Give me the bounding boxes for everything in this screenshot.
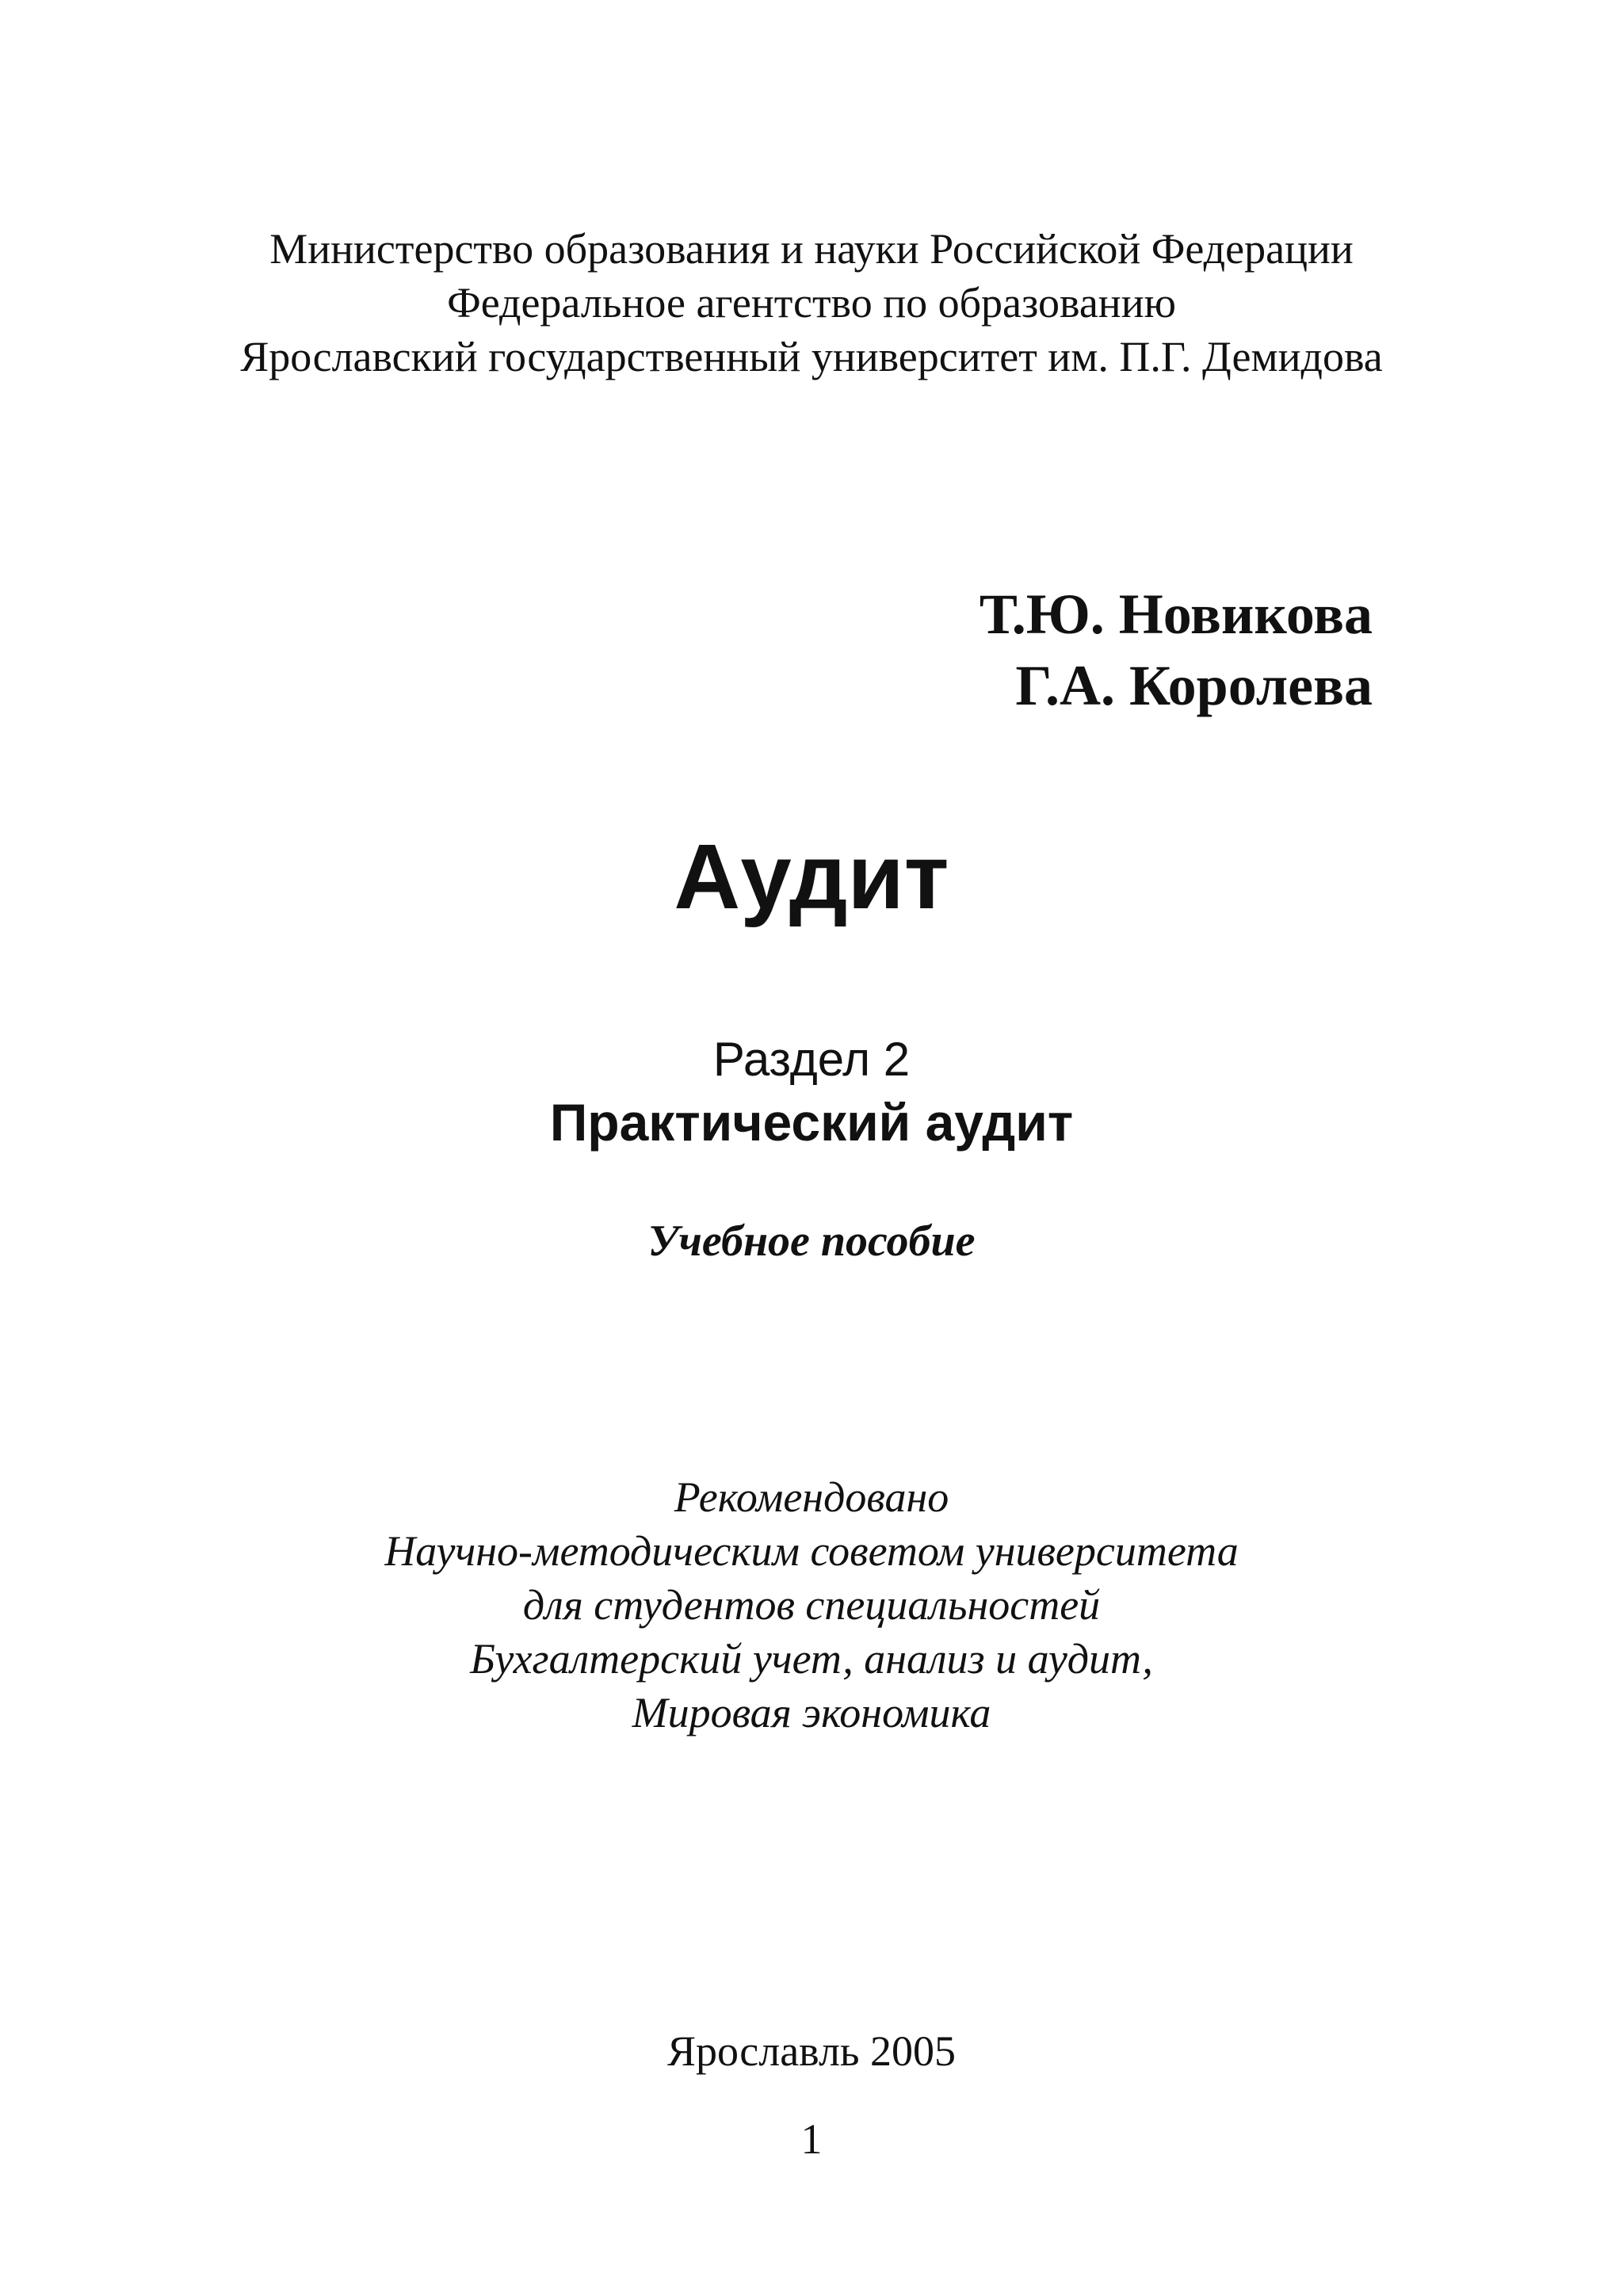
recommendation-line: Научно-методическим советом университета [384,1527,1239,1575]
city-year: Ярославль 2005 [666,2027,957,2075]
recommendation-line: для студентов специальностей [522,1581,1101,1629]
university-line: Ярославский государственный университет им. П.Г. Демидова [240,333,1383,380]
authors-block [980,579,1373,721]
page-number: 1 [800,2115,823,2163]
page-title: Аудит [674,825,949,928]
recommendation-line: Бухгалтерский учет, анализ и аудит, [470,1635,1153,1683]
author-name: Г.А. Королева [1015,654,1373,717]
section-title: Практический аудит [549,1093,1074,1152]
section-label: Раздел 2 [712,1033,911,1086]
agency-line: Федеральное агентство по образованию [447,279,1176,327]
recommendation-line: Рекомендовано [674,1473,949,1521]
recommendation-line: Мировая экономика [632,1689,991,1736]
document-type: Учебное пособие [647,1217,976,1266]
author-name: Т.Ю. Новикова [979,583,1373,646]
ministry-line: Министерство образования и науки Российской Федерации [269,225,1354,273]
